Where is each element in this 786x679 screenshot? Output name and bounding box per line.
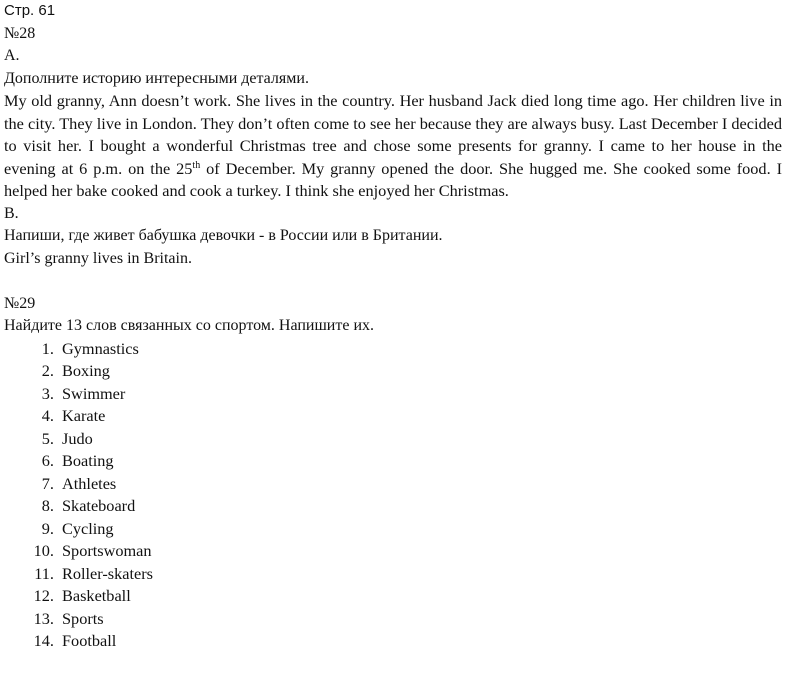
list-item: [4, 450, 782, 473]
list-item-number: 2.: [41, 361, 54, 380]
list-item: [4, 563, 782, 586]
part-a-label: A.: [4, 47, 20, 64]
list-item: [4, 405, 782, 428]
list-item-word: Football: [62, 631, 117, 650]
list-item-word: Athletes: [62, 473, 117, 493]
list-item-number: 6.: [41, 451, 54, 470]
list-item-word: Skateboard: [62, 496, 136, 515]
list-item-number: 12.: [33, 586, 54, 605]
list-item: [4, 338, 782, 361]
part-b-instruction: Напиши, где живет бабушка девочки - в России или в Британии.: [4, 227, 443, 244]
exercise-29-instruction: Найдите 13 слов связанных со спортом. Напишите их.: [4, 317, 375, 334]
exercise-28-number: №28: [4, 24, 36, 42]
list-item: [4, 360, 782, 383]
exercise-29-number: №29: [4, 294, 36, 312]
list-item-number: 5.: [41, 428, 54, 448]
date-suffix: th: [192, 159, 201, 171]
list-item-number: 13.: [33, 608, 54, 628]
sports-word-list: [4, 338, 782, 653]
list-item: [4, 585, 782, 608]
list-item-number: 1.: [41, 338, 54, 358]
list-item-word: Roller-skaters: [62, 563, 154, 583]
part-b-label: B.: [4, 204, 19, 222]
page-label: Стр. 61: [4, 2, 56, 19]
list-item-number: 4.: [41, 406, 54, 425]
list-item-word: Sports: [62, 608, 104, 628]
part-a-instruction: Дополните историю интересными деталями.: [4, 69, 309, 87]
list-item-word: Cycling: [62, 518, 114, 538]
spacer: [4, 270, 782, 293]
list-item: [4, 518, 782, 541]
list-item-number: 14.: [33, 631, 54, 650]
document-page: [4, 0, 782, 653]
list-item-number: 8.: [41, 496, 54, 515]
list-item-word: Boxing: [62, 361, 110, 380]
list-item-number: 11.: [34, 563, 54, 583]
list-item: [4, 630, 782, 653]
list-item-word: Basketball: [62, 586, 131, 605]
story-text-before: My old granny, Ann doesn’t work. She lives in the country. Her husband Jack died long time ago. Her children live in the city. They live in London. They don’t often come to see her because they are always busy. Last December I decided to visit her. I bought a wonderful Christmas tree and chose some presents for granny. I came to her house in the evening at 6 p.m. on the 25: [4, 91, 782, 178]
list-item: [4, 383, 782, 406]
list-item-number: 10.: [33, 541, 54, 560]
story-text-after: of December. My granny opened the door. She hugged me. She cooked some food. I helped her bake cooked and cook a turkey. I think she enjoyed her Christmas.: [4, 158, 782, 200]
story-paragraph: [4, 90, 782, 203]
list-item: [4, 540, 782, 563]
list-item-word: Swimmer: [62, 383, 126, 403]
list-item-word: Karate: [62, 406, 106, 425]
list-item: [4, 473, 782, 496]
part-b-answer: Girl’s granny lives in Britain.: [4, 249, 192, 267]
list-item: [4, 428, 782, 451]
list-item-word: Sportswoman: [62, 541, 152, 560]
list-item-number: 7.: [41, 473, 54, 493]
list-item-word: Boating: [62, 451, 114, 470]
list-item-number: 3.: [41, 383, 54, 403]
list-item-number: 9.: [41, 518, 54, 538]
list-item-word: Judo: [62, 428, 93, 448]
list-item: [4, 495, 782, 518]
list-item: [4, 608, 782, 631]
list-item-word: Gymnastics: [62, 338, 139, 358]
